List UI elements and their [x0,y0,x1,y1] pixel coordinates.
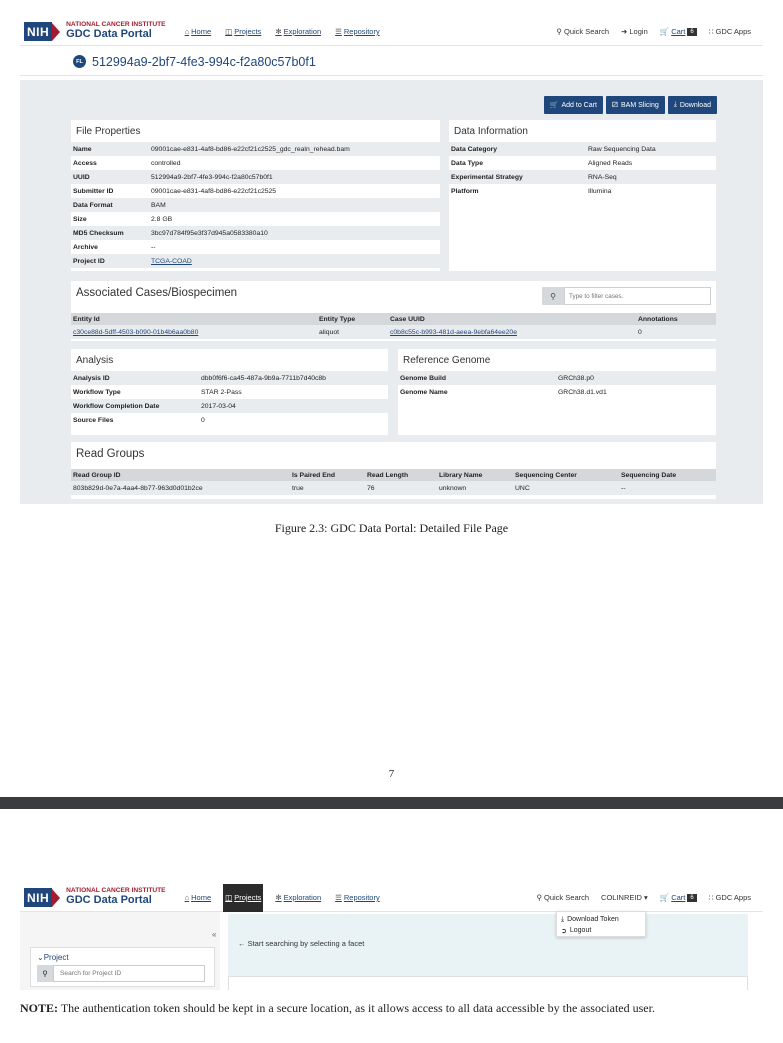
table-cell[interactable]: c30ce88d-5dff-4503-b090-01b4b6aa0b80 [71,325,317,339]
table-header-row [71,469,716,481]
property-value: 3bc97d784f95e3f37d945a0583380a10 [149,226,440,240]
home-icon: ⌂ [184,893,190,902]
logout-item[interactable]: ➲ Logout [561,927,592,935]
file-type-badge: FL [73,55,86,68]
property-row [398,371,716,385]
right-nav [544,27,751,36]
property-key: Platform [451,187,479,195]
file-detail-content [20,80,763,504]
gdc-apps-link[interactable]: ∷ GDC Apps [708,893,751,902]
property-row [71,385,388,399]
column-header: Entity Type [317,313,388,325]
property-value: Illumina [588,187,612,195]
gdc-apps-link[interactable]: ∷ GDC Apps [708,27,751,36]
action-buttons [544,96,717,114]
nav-home[interactable]: ⌂ Home [184,893,212,902]
property-row [71,198,440,212]
column-header: Library Name [437,469,513,481]
exploration-icon: ✻ [275,27,282,36]
file-properties-table [71,142,440,268]
property-row [71,240,440,254]
caret-down-icon: ▾ [641,893,648,902]
property-key: Archive [73,243,98,251]
column-header: Is Paired End [290,469,365,481]
property-row [71,170,440,184]
nih-logo[interactable]: NIH [24,22,60,42]
note-paragraph: NOTE: The authentication token should be kept in a secure location, as it allows access to all data accessible by the associated user. [20,1001,655,1015]
projects-icon: ◫ [225,893,233,902]
cart-icon: 🛒 [549,102,559,109]
search-icon: ⚲ [536,893,545,902]
data-information-panel [449,120,716,271]
apps-grid-icon: ∷ [708,27,716,36]
login-icon: ➜ [621,27,630,36]
projects-icon: ◫ [225,27,233,36]
property-row [71,212,440,226]
property-row [71,226,440,240]
column-header: Annotations [636,313,716,325]
user-menu-button[interactable]: COLINREID ▾ [601,893,648,902]
project-id-search-input[interactable] [53,965,205,982]
panel-title: Analysis [76,355,114,366]
table-cell: UNC [513,481,619,495]
chevron-down-icon: ⌄ [37,953,44,962]
property-value: Raw Sequencing Data [586,142,716,156]
quick-search-link[interactable]: ⚲ Quick Search [536,893,590,902]
results-card [228,976,748,990]
property-value: 2.8 GB [151,215,173,223]
table-cell: 0 [636,325,716,339]
search-icon: ⚲ [556,27,564,36]
property-row [71,254,440,268]
property-row [71,156,440,170]
property-key: Name [71,142,149,156]
cart-link[interactable]: 🛒 Cart 6 [660,27,697,36]
property-key: Access [73,159,97,167]
download-token-item[interactable]: ⤓ Download Token [561,915,619,923]
page-title: 512994a9-2bf7-4fe3-994c-f2a80c57b0f1 [92,54,316,69]
search-icon[interactable]: ⚲ [542,287,564,305]
cart-count-badge: 6 [687,28,696,36]
reference-genome-table [398,371,716,399]
property-row [449,156,716,170]
table-row [71,481,716,495]
property-key: Experimental Strategy [449,170,586,184]
property-row [71,413,388,427]
gdc-header [20,18,763,46]
project-facet [30,947,215,987]
column-header: Sequencing Center [513,469,619,481]
cart-icon: 🛒 [659,27,672,36]
column-header: Case UUID [388,313,636,325]
file-properties-panel [71,120,440,271]
property-key: Data Type [451,159,483,167]
nav-repository[interactable]: ☰ Repository [335,27,380,36]
column-header: Entity Id [71,313,317,325]
figure-caption: Figure 2.3: GDC Data Portal: Detailed File Page [274,521,509,535]
portal-brand[interactable]: NATIONAL CANCER INSTITUTE GDC Data Portal [66,887,166,907]
download-icon: ⤓ [561,915,565,923]
cart-count-badge: 6 [687,894,696,902]
table-cell: true [290,481,365,495]
property-value: STAR 2-Pass [201,388,242,396]
property-key: Submitter ID [73,187,114,195]
search-icon[interactable]: ⚲ [37,965,53,982]
nav-exploration[interactable]: ✻ Exploration [275,893,322,902]
logout-icon: ➲ [561,927,567,935]
table-cell: aliquot [317,325,388,339]
property-row [449,142,716,156]
table-cell[interactable]: c0b8c55c-b993-481d-aeea-9ebfa64ee20e [388,325,636,339]
panel-title: Data Information [454,126,528,137]
facet-hint: ← Start searching by selecting a facet [238,939,365,948]
nav-home[interactable]: ⌂ Home [184,27,212,36]
token-screenshot [20,884,763,990]
property-value: 512994a9-2bf7-4fe3-994c-f2a80c57b0f1 [149,170,440,184]
property-key: Workflow Type [73,388,121,396]
property-key: UUID [71,170,149,184]
data-information-table [449,142,716,198]
repository-icon: ☰ [335,27,342,36]
home-icon: ⌂ [184,27,190,36]
nav-projects[interactable]: ◫ Projects [225,27,262,36]
table-row [71,325,716,339]
exploration-icon: ✻ [275,893,282,902]
main-nav [178,884,387,912]
apps-grid-icon: ∷ [708,893,716,902]
property-row [398,385,716,399]
property-row [71,142,440,156]
analysis-table [71,371,388,427]
property-key: Genome Name [400,388,448,396]
property-value: -- [151,243,156,251]
property-value: BAM [149,198,440,212]
property-key: MD5 Checksum [71,226,149,240]
property-value: GRCh38.p0 [556,371,716,385]
reference-genome-panel [398,349,716,435]
property-row [449,184,716,198]
column-header: Read Length [365,469,437,481]
main-nav [178,18,387,46]
property-row [71,371,388,385]
file-title-bar [20,48,763,76]
property-key: Size [73,215,87,223]
property-key: Analysis ID [71,371,199,385]
property-value[interactable]: TCGA-COAD [149,254,440,268]
cutlery-icon: ⚂ [611,102,619,109]
read-groups-panel [71,442,716,499]
nav-repository[interactable]: ☰ Repository [335,893,380,902]
column-header: Read Group ID [71,469,290,481]
panel-title: Reference Genome [403,355,491,366]
repository-icon: ☰ [335,893,342,902]
filter-cases-input[interactable] [564,287,711,305]
table-cell: 803b829d-0e7a-4aa4-8b77-963d0d01b2ce [71,481,290,495]
bam-slicing-button[interactable]: ⚂ BAM Slicing [606,96,665,114]
cases-table [71,313,716,339]
case-filter [542,287,711,305]
property-key: Project ID [71,254,149,268]
panel-title: Read Groups [76,448,145,460]
table-cell: -- [619,481,716,495]
results-area [228,914,748,990]
read-groups-table [71,469,716,495]
property-value: dbb0f6f6-ca45-487a-9b9a-7711b7d40c8b [199,371,388,385]
nav-projects[interactable]: ◫ Projects [223,884,263,912]
table-cell: unknown [437,481,513,495]
download-icon: ⤓ [673,101,677,108]
table-cell: 76 [365,481,437,495]
property-value: 0 [201,416,205,424]
property-row [71,399,388,413]
user-dropdown-menu [556,911,646,937]
page-number: 7 [388,768,395,780]
property-key: Workflow Completion Date [71,399,199,413]
arrow-left-icon: ← [238,939,248,948]
property-key: Genome Build [398,371,556,385]
associated-cases-panel [71,281,716,341]
facet-title[interactable]: ⌄Project [37,953,69,962]
gdc-header [20,884,763,912]
property-value: 09001cae-e831-4af8-bd86-e22cf21c2525 [151,187,277,195]
property-row [71,184,440,198]
panel-title: Associated Cases/Biospecimen [76,287,238,299]
property-value: Aligned Reads [588,159,633,167]
table-header-row [71,313,716,325]
column-header: Sequencing Date [619,469,716,481]
add-to-cart-button[interactable]: 🛒 Add to Cart [544,96,603,114]
property-value: GRCh38.d1.vd1 [558,388,607,396]
property-value: controlled [151,159,181,167]
property-value: RNA-Seq [586,170,716,184]
quick-search-link[interactable]: ⚲ Quick Search [556,27,610,36]
panel-title: File Properties [76,126,141,137]
cart-link[interactable]: 🛒 Cart 6 [660,893,697,902]
portal-brand[interactable]: NATIONAL CANCER INSTITUTE GDC Data Portal [66,21,166,41]
nav-exploration[interactable]: ✻ Exploration [275,27,322,36]
analysis-panel [71,349,388,435]
cart-icon: 🛒 [659,893,672,902]
collapse-sidebar-icon[interactable]: « [212,930,217,939]
nih-logo[interactable]: NIH [24,888,60,908]
property-value: 2017-03-04 [199,399,388,413]
property-row [449,170,716,184]
property-key: Data Category [449,142,586,156]
page-separator [0,797,783,809]
download-button[interactable]: ⤓ Download [668,96,717,114]
property-key: Data Format [71,198,149,212]
right-nav [524,893,751,902]
property-key: Source Files [73,416,114,424]
property-value: 09001cae-e831-4af8-bd86-e22cf21c2525_gdc_realn_rehead.bam [149,142,440,156]
login-link[interactable]: ➜ Login [621,27,648,36]
